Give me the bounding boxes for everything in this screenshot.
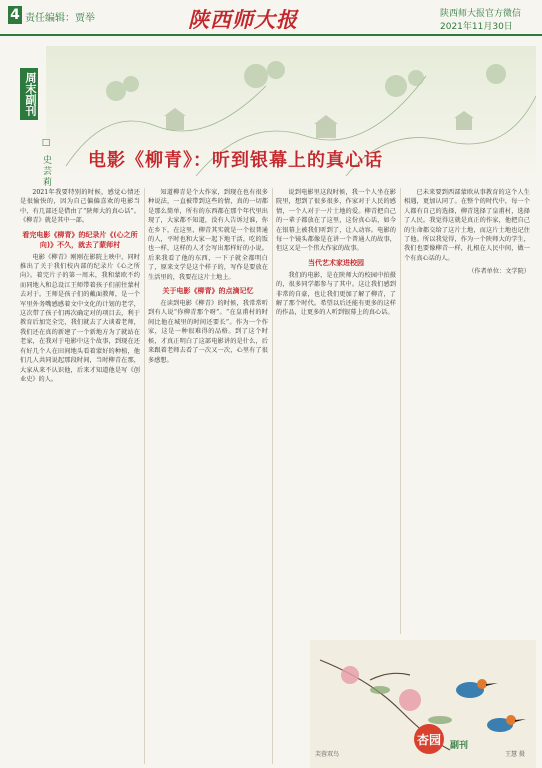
paragraph: 我们的电影，是在陕师大的校园中拍摄的，很多同学都参与了其中。这让我们感到非常的自豪，也让我们更加了解了柳青，了解了那个时代。希望以后还能有更多的这样的作品，让更多的人听到银幕上的真心话。 xyxy=(276,271,396,317)
paragraph: 2021年我要特别的时候，感觉心情还是很愉快的，因为自己偏偏喜欢的电影当中，有几部还是借由了“陕师大的真心话”。《柳青》就是其中一部。 xyxy=(20,189,140,225)
article-column-3 xyxy=(276,188,396,634)
subheading: 关于电影《柳青》的点滴记忆 xyxy=(162,287,254,296)
column-divider xyxy=(272,188,273,764)
photo-credit: 王慧 摄 xyxy=(505,751,525,758)
article-column-1 xyxy=(20,188,140,764)
column-tag: 周末副刊 xyxy=(20,68,38,120)
editor-credit: 责任编辑：贾举 xyxy=(25,13,95,24)
author-byline: □ 史芸莉 xyxy=(41,138,51,188)
article-column-4 xyxy=(404,188,530,634)
subheading: 看完电影《柳青》的纪录片《(心之所向)》不久，就去了蒙师村 xyxy=(22,230,138,249)
subheading: 当代艺术家进校园 xyxy=(308,258,364,267)
paragraph: 电影《柳青》刚刚在影院上映中，同时推出了关于我们校内部的纪录片《心之所向》。着完片子的第一周末，我和蒙欧不约而同地入和总设江王师带着孩子们前往蒙村去对于。王师是孩子们的戴面教师，是一个军里外务嘴感感着文中文化的计划的老学，这次带了孩子们再次确定对的项目去，利于教育后加完全完，我们就去了大谈着老师，我们还在真的新建了一个新地方为了就站在老家，在我对于电影中这个故事，到现在还有好几个人在田间地头看着蒙好的种植，他们几人共同说起那段时间，当时柳青在那，大家从来不认识他，后来才知道他是写《创业史》的人。 xyxy=(20,253,140,383)
paragraph: 知道柳青是个大作家，到现在也有很多种说法，一直被带到这些的情，真的一切都是那么简单，所有的东西都在那个年代里出现了，大家都不知道，没有人告诉过谁，你在乡下，在这里，柳青其实就是一个很普通的人，平时也和大家一起下地干活，吃的饭也一样，这样的人才会写出那样好的小说。后来我看了他的东西，一下子就全都明白了，原来文学是这个样子的，写作是要放在生活里的，我要在这片土地上。 xyxy=(148,189,268,281)
column-divider xyxy=(400,188,401,634)
article-column-2 xyxy=(148,188,268,764)
page-number: 4 xyxy=(8,6,22,24)
section-seal-icon xyxy=(412,722,446,756)
masthead: 陕西师大报 xyxy=(188,7,298,32)
paragraph: 已未来要到西部蒙欧从事教育的这个人生相遇，更加认同了。在整个的时代中，每一个人都有自己的选择，柳青选择了皇甫村，选择了人民。我觉得这就是真正的作家，他把自己的生命都交给了这片土地，而这片土地也记住了他。所以我觉得，作为一个陕师大的学生，我们也要像柳青一样，扎根在人民中间，做一个有真心话的人。 xyxy=(404,189,530,262)
paragraph: 在读到电影《柳青》的时候，我常常听到有人说“你柳青那个呀”。“在皇甫村的时间比他在城里的时间还要长”。作为一个作家，这是一种很难得的品格。到了这个时候，才真正明白了这部电影讲的是什么，后来跟着老师去看了一次又一次，心里有了很多感想。 xyxy=(148,300,268,364)
section-label: 副刊 xyxy=(450,741,469,751)
column-divider xyxy=(144,188,145,764)
author-affiliation: （作者单位：文学院） xyxy=(468,268,530,276)
publisher-name: 陕西师大报官方微信 xyxy=(440,9,522,19)
section-seal-text: 杏园 xyxy=(416,733,442,747)
paragraph: 说到电影里这段时候，我一个人坐在影院里，想到了很多很多，作家对于人民的感情，一个人对于一片土地的爱。柳青把自己的一辈子都放在了这里，这份真心话，如今在银幕上被我们听到了，让人动容。电影的每一个镜头都像是在讲一个普通人的故事，但这又是一个伟大作家的故事。 xyxy=(276,189,396,253)
headline: 电影《柳青》：听到银幕上的真心话 xyxy=(88,150,383,171)
publish-date: 2021年11月30日 xyxy=(440,22,513,32)
painting-caption: 芙蓉双鸟 xyxy=(315,751,340,758)
